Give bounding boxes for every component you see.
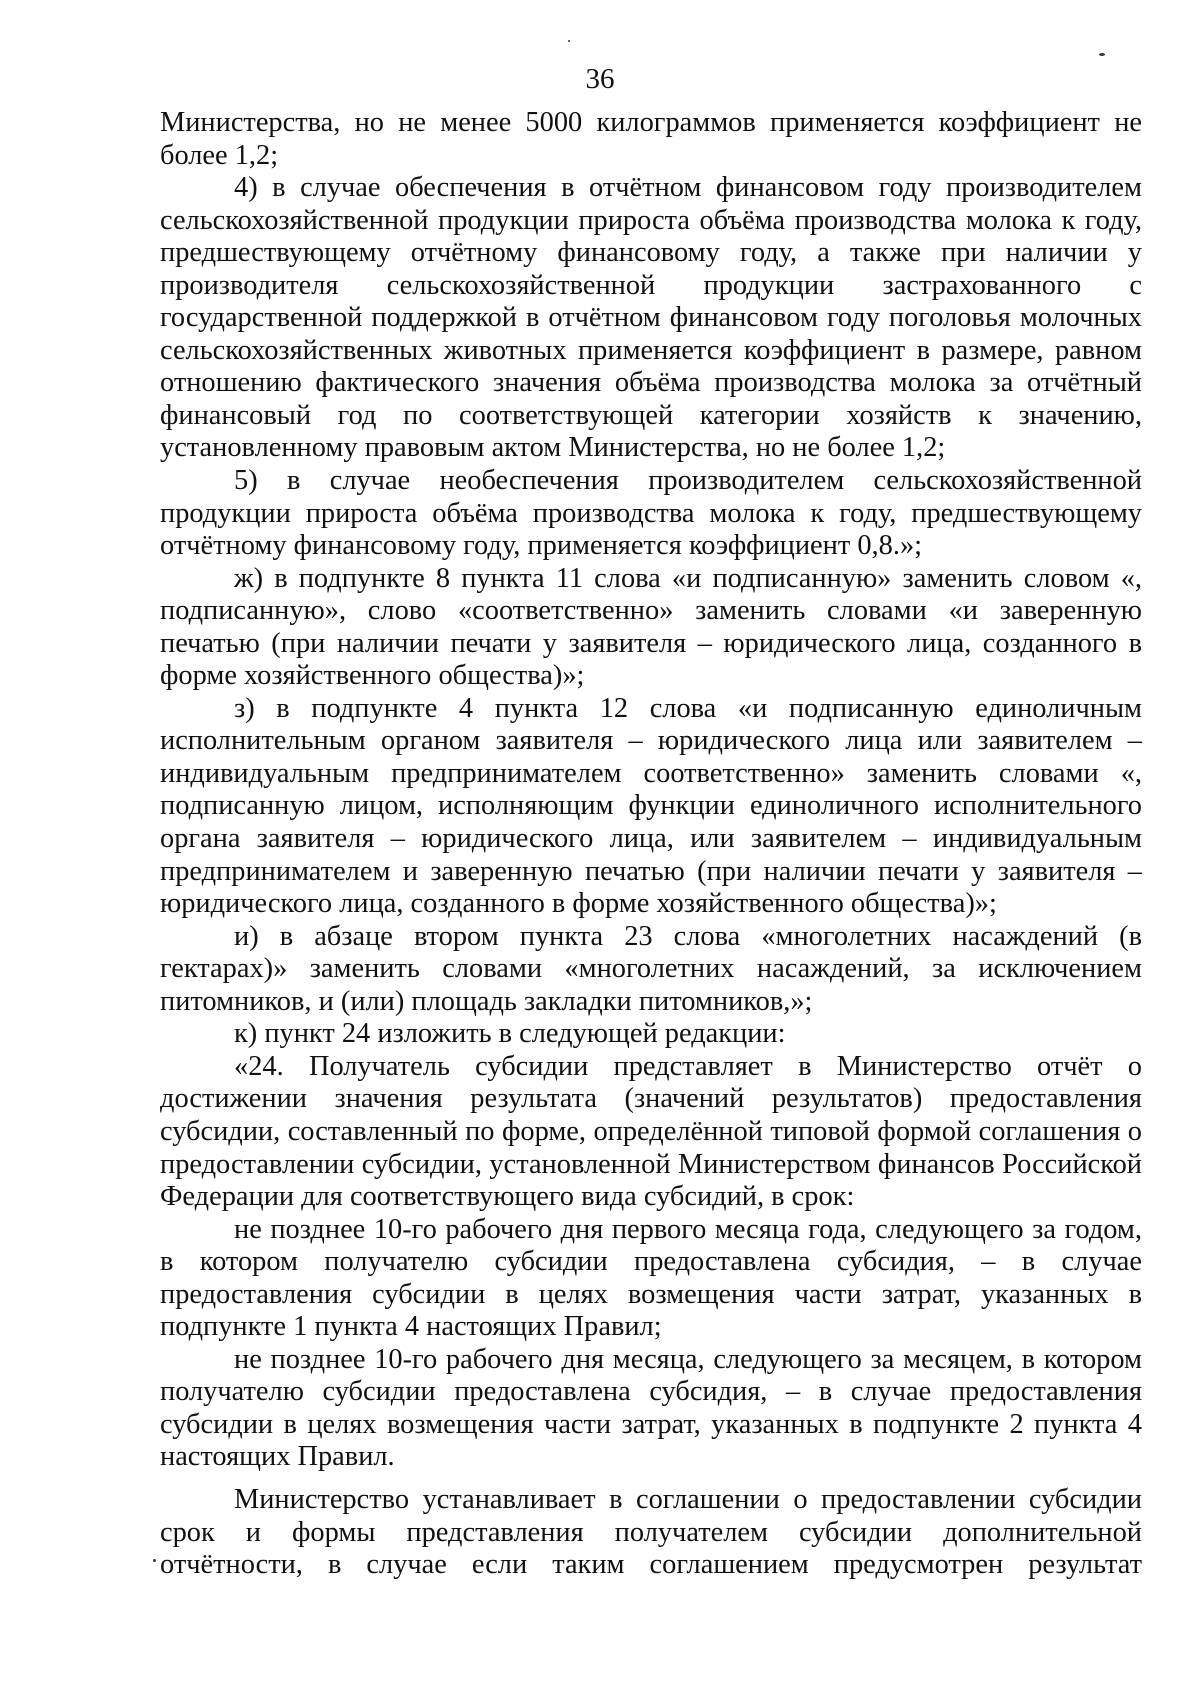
paragraph: Министерство устанавливает в соглашении о предоставлении субсидии срок и формы представления получателем субсидии дополнительной отчётности, в случае если таким соглашением предусмотрен результат bbox=[160, 1483, 1142, 1581]
paragraph: и) в абзаце втором пункта 23 слова «многолетних насаждений (в гектарах)» заменить словами «многолетних насаждений, за исключением питомников, и (или) площадь закладки питомников,»; bbox=[160, 920, 1142, 1017]
paragraph: к) пункт 24 изложить в следующей редакции: bbox=[234, 1018, 786, 1050]
paragraph: з) в подпункте 4 пункта 12 слова «и подписанную единоличным исполнительным органом заявителя – юридического лица или заявителем – индивидуальным предпринимателем соответственно» заменить словами «, подписанную лицом, исполняющим функции единоличного исполнительного органа заявителя – юридического лица, или заявителем – индивидуальным предпринимателем и заверенную печатью (при наличии печати у заявителя – юридического лица, созданного в форме хозяйственного общества)»; bbox=[160, 692, 1142, 920]
scan-speck bbox=[568, 40, 570, 42]
page-number: 36 bbox=[585, 63, 615, 95]
paragraph: ж) в подпункте 8 пункта 11 слова «и подписанную» заменить словом «, подписанную», слово «соответственно» заменить словами «и заверенную печатью (при наличии печати у заявителя – юридического лица, созданного в форме хозяйственного общества)»; bbox=[160, 562, 1142, 692]
paragraph: не позднее 10-го рабочего дня первого месяца года, следующего за годом, в котором получателю субсидии предоставлена субсидия, – в случае предоставления субсидии в целях возмещения части затрат, указанных в подпункте 1 пункта 4 настоящих Правил; bbox=[160, 1213, 1142, 1343]
paragraph: Министерства, но не менее 5000 килограммов применяется коэффициент не более 1,2; bbox=[160, 107, 1142, 171]
paragraph: 5) в случае необеспечения производителем сельскохозяйственной продукции прироста объёма производства молока к году, предшествующему отчётному финансовому году, применяется коэффициент 0,8.»; bbox=[160, 465, 1142, 562]
scan-speck bbox=[153, 1559, 156, 1562]
paragraph: 4) в случае обеспечения в отчётном финансовом году производителем сельскохозяйственной продукции прироста объёма производства молока к году, предшествующему отчётному финансовому году, а также при наличии у производителя сельскохозяйственной продукции застрахованного с государственной поддержкой в отчётном финансовом году поголовья молочных сельскохозяйственных животных применяется коэффициент в размере, равном отношению фактического значения объёма производства молока за отчётный финансовый год по соответствующей категории хозяйств к значению, установленному правовым актом Министерства, но не более 1,2; bbox=[160, 172, 1142, 464]
scan-speck bbox=[1099, 53, 1105, 56]
paragraph: не позднее 10-го рабочего дня месяца, следующего за месяцем, в котором получателю субсидии предоставлена субсидия, – в случае предоставления субсидии в целях возмещения части затрат, указанных в подпункте 2 пункта 4 настоящих Правил. bbox=[160, 1343, 1142, 1473]
document-body bbox=[160, 107, 1142, 1582]
paragraph: «24. Получатель субсидии представляет в Министерство отчёт о достижении значения результата (значений результатов) предоставления субсидии, составленный по форме, определённой типовой формой соглашения о предоставлении субсидии, установленной Министерством финансов Российской Федерации для соответствующего вида субсидий, в срок: bbox=[160, 1050, 1142, 1213]
